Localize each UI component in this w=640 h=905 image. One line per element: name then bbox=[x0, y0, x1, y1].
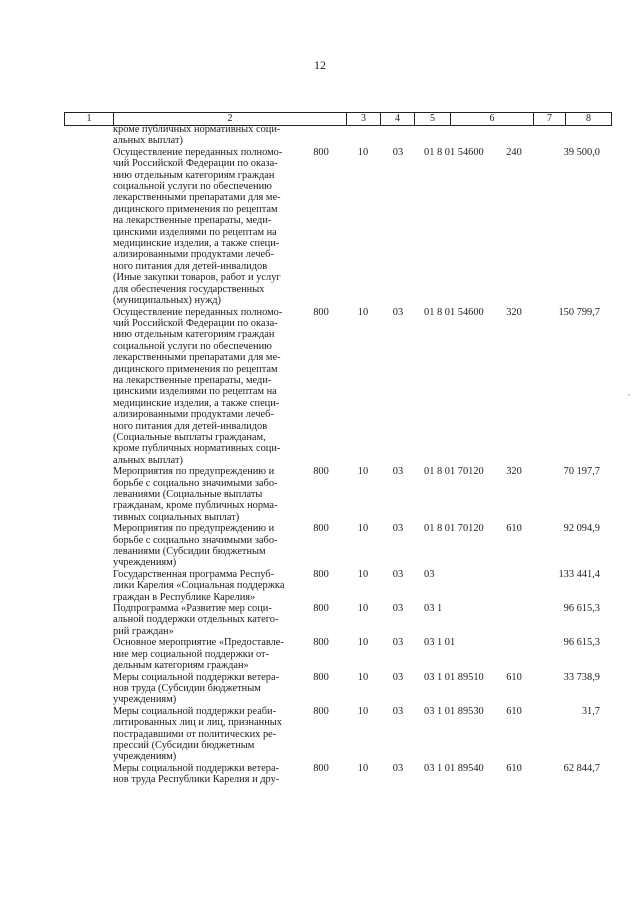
description-line: леваниями (Социальные выплаты bbox=[113, 489, 263, 500]
description-line: леваниями (Субсидии бюджетным bbox=[113, 546, 266, 558]
description-line: учреждениям) bbox=[113, 557, 177, 569]
expense-type-code: 320 bbox=[506, 306, 522, 318]
row-description bbox=[113, 147, 298, 307]
subsection-code: 03 bbox=[392, 523, 404, 535]
section-code: 10 bbox=[357, 637, 369, 649]
description-line: рий граждан» bbox=[113, 625, 174, 637]
section-code: 10 bbox=[357, 603, 369, 615]
amount: 70 197,7 bbox=[563, 466, 600, 478]
table-row bbox=[0, 124, 640, 147]
description-line: Подпрограмма «Развитие мер соци- bbox=[113, 603, 272, 615]
section-code: 10 bbox=[357, 762, 369, 774]
section-code: 10 bbox=[357, 705, 369, 717]
target-article-code: 03 1 01 bbox=[424, 637, 456, 649]
description-line: цинскими изделиями по рецептам на bbox=[113, 226, 277, 238]
description-line: Основное мероприятие «Предоставле- bbox=[113, 637, 284, 649]
ministry-code: 800 bbox=[313, 306, 329, 318]
description-line: пострадавшими от политических ре- bbox=[113, 728, 277, 740]
section-code: 10 bbox=[357, 466, 369, 478]
expense-type-code: 320 bbox=[506, 466, 522, 478]
description-line: цинскими изделиями по рецептам на bbox=[113, 386, 277, 398]
description-line: ализированными продуктами лечеб- bbox=[113, 249, 274, 261]
header-cell-6: 6 bbox=[451, 113, 534, 126]
table-row bbox=[0, 763, 640, 786]
header-cell-5: 5 bbox=[415, 113, 451, 126]
amount: 96 615,3 bbox=[563, 603, 600, 615]
description-line: лики Карелия «Социальная поддержка bbox=[113, 580, 285, 592]
row-description bbox=[113, 124, 298, 147]
amount: 33 738,9 bbox=[563, 671, 600, 683]
description-line: Государственная программа Респуб- bbox=[113, 568, 275, 580]
description-line: Меры социальной поддержки ветера- bbox=[113, 762, 280, 774]
description-line: на лекарственные препараты, меди- bbox=[113, 215, 272, 227]
margin-mark: , bbox=[628, 388, 630, 397]
description-line: граждан в Республике Карелия» bbox=[113, 591, 256, 603]
ministry-code: 800 bbox=[313, 705, 329, 717]
amount: 150 799,7 bbox=[558, 306, 600, 318]
table-row bbox=[0, 466, 640, 523]
description-line: для обеспечения государственных bbox=[113, 283, 265, 295]
amount: 92 094,9 bbox=[563, 523, 600, 535]
description-line: медицинские изделия, а также специ- bbox=[113, 238, 280, 250]
header-cell-8: 8 bbox=[566, 113, 612, 126]
description-line: борьбе с социально значимыми забо- bbox=[113, 534, 278, 546]
subsection-code: 03 bbox=[392, 671, 404, 683]
description-line: дицинского применения по рецептам bbox=[113, 363, 278, 375]
row-description bbox=[113, 603, 298, 637]
description-line: альных выплат) bbox=[113, 135, 183, 147]
description-line: (муниципальных) нужд) bbox=[113, 295, 222, 307]
description-line: Осуществление переданных полномо- bbox=[113, 146, 283, 158]
amount: 62 844,7 bbox=[563, 762, 600, 774]
description-line: ного питания для детей-инвалидов bbox=[113, 260, 268, 272]
description-line: кроме публичных нормативных соци- bbox=[113, 124, 281, 135]
ministry-code: 800 bbox=[313, 523, 329, 535]
row-description bbox=[113, 307, 298, 467]
description-line: Мероприятия по предупреждению и bbox=[113, 466, 275, 478]
target-article-code: 03 1 01 89530 bbox=[424, 705, 484, 717]
expense-type-code: 610 bbox=[506, 762, 522, 774]
subsection-code: 03 bbox=[392, 637, 404, 649]
header-cell-1: 1 bbox=[65, 113, 114, 126]
description-line: учреждениям) bbox=[113, 751, 177, 763]
subsection-code: 03 bbox=[392, 603, 404, 615]
row-description bbox=[113, 763, 298, 786]
target-article-code: 03 1 01 89540 bbox=[424, 762, 484, 774]
ministry-code: 800 bbox=[313, 603, 329, 615]
section-code: 10 bbox=[357, 523, 369, 535]
expense-type-code: 610 bbox=[506, 671, 522, 683]
ministry-code: 800 bbox=[313, 762, 329, 774]
description-line: на лекарственные препараты, меди- bbox=[113, 374, 272, 386]
page-number: 12 bbox=[314, 58, 326, 72]
table-row bbox=[0, 569, 640, 603]
expense-type-code: 610 bbox=[506, 523, 522, 535]
description-line: чий Российской Федерации по оказа- bbox=[113, 317, 278, 329]
section-code: 10 bbox=[357, 568, 369, 580]
description-line: (Социальные выплаты гражданам, bbox=[113, 431, 266, 443]
target-article-code: 03 1 01 89510 bbox=[424, 671, 484, 683]
target-article-code: 01 8 01 70120 bbox=[424, 523, 484, 535]
ministry-code: 800 bbox=[313, 146, 329, 158]
header-cell-3: 3 bbox=[347, 113, 381, 126]
description-line: социальной услуги по обеспечению bbox=[113, 181, 272, 193]
description-line: альной поддержки отдельных катего- bbox=[113, 614, 279, 626]
description-line: альных выплат) bbox=[113, 454, 183, 466]
description-line: чий Российской Федерации по оказа- bbox=[113, 158, 278, 170]
row-description bbox=[113, 706, 298, 763]
subsection-code: 03 bbox=[392, 306, 404, 318]
header-cell-7: 7 bbox=[534, 113, 566, 126]
row-description bbox=[113, 672, 298, 706]
description-line: дицинского применения по рецептам bbox=[113, 203, 278, 215]
description-line: (Иные закупки товаров, работ и услуг bbox=[113, 272, 281, 284]
description-line: ного питания для детей-инвалидов bbox=[113, 420, 268, 432]
target-article-code: 01 8 01 54600 bbox=[424, 146, 484, 158]
description-line: кроме публичных нормативных соци- bbox=[113, 443, 281, 455]
header-cell-2: 2 bbox=[114, 113, 347, 126]
table-row bbox=[0, 307, 640, 467]
table-row bbox=[0, 523, 640, 569]
amount: 31,7 bbox=[581, 705, 600, 717]
table-row bbox=[0, 147, 640, 307]
subsection-code: 03 bbox=[392, 568, 404, 580]
description-line: Меры социальной поддержки ветера- bbox=[113, 671, 280, 683]
description-line: ние мер социальной поддержки от- bbox=[113, 648, 270, 660]
expense-type-code: 240 bbox=[506, 146, 522, 158]
description-line: Меры социальной поддержки реаби- bbox=[113, 705, 277, 717]
target-article-code: 03 1 bbox=[424, 603, 443, 615]
section-code: 10 bbox=[357, 306, 369, 318]
table-row bbox=[0, 706, 640, 763]
section-code: 10 bbox=[357, 671, 369, 683]
row-description bbox=[113, 569, 298, 603]
expense-type-code: 610 bbox=[506, 705, 522, 717]
section-code: 10 bbox=[357, 146, 369, 158]
description-line: дельным категориям граждан» bbox=[113, 660, 249, 672]
description-line: нов труда (Субсидии бюджетным bbox=[113, 682, 261, 694]
target-article-code: 01 8 01 70120 bbox=[424, 466, 484, 478]
description-line: литированных лиц и лиц, признанных bbox=[113, 717, 282, 729]
description-line: лекарственными препаратами для ме- bbox=[113, 352, 281, 364]
target-article-code: 03 bbox=[424, 568, 435, 580]
table-row bbox=[0, 672, 640, 706]
amount: 96 615,3 bbox=[563, 637, 600, 649]
table-row bbox=[0, 603, 640, 637]
description-line: борьбе с социально значимыми забо- bbox=[113, 477, 278, 489]
target-article-code: 01 8 01 54600 bbox=[424, 306, 484, 318]
description-line: медицинские изделия, а также специ- bbox=[113, 397, 280, 409]
subsection-code: 03 bbox=[392, 705, 404, 717]
description-line: учреждениям) bbox=[113, 694, 177, 706]
description-line: нию отдельным категориям граждан bbox=[113, 329, 275, 341]
description-line: нию отдельным категориям граждан bbox=[113, 169, 275, 181]
description-line: гражданам, кроме публичных норма- bbox=[113, 500, 278, 512]
ministry-code: 800 bbox=[313, 671, 329, 683]
row-description bbox=[113, 637, 298, 671]
subsection-code: 03 bbox=[392, 466, 404, 478]
subsection-code: 03 bbox=[392, 762, 404, 774]
amount: 133 441,4 bbox=[558, 568, 600, 580]
description-line: лекарственными препаратами для ме- bbox=[113, 192, 281, 204]
table-row bbox=[0, 637, 640, 671]
description-line: Осуществление переданных полномо- bbox=[113, 306, 283, 318]
description-line: нов труда Республики Карелия и дру- bbox=[113, 774, 280, 786]
ministry-code: 800 bbox=[313, 568, 329, 580]
description-line: социальной услуги по обеспечению bbox=[113, 340, 272, 352]
budget-table-body bbox=[0, 124, 640, 786]
description-line: ализированными продуктами лечеб- bbox=[113, 409, 274, 421]
row-description bbox=[113, 523, 298, 569]
description-line: прессий (Субсидии бюджетным bbox=[113, 739, 255, 751]
description-line: тивных социальных выплат) bbox=[113, 511, 240, 523]
subsection-code: 03 bbox=[392, 146, 404, 158]
description-line: Мероприятия по предупреждению и bbox=[113, 523, 275, 535]
ministry-code: 800 bbox=[313, 637, 329, 649]
amount: 39 500,0 bbox=[563, 146, 600, 158]
header-cell-4: 4 bbox=[381, 113, 415, 126]
ministry-code: 800 bbox=[313, 466, 329, 478]
row-description bbox=[113, 466, 298, 523]
